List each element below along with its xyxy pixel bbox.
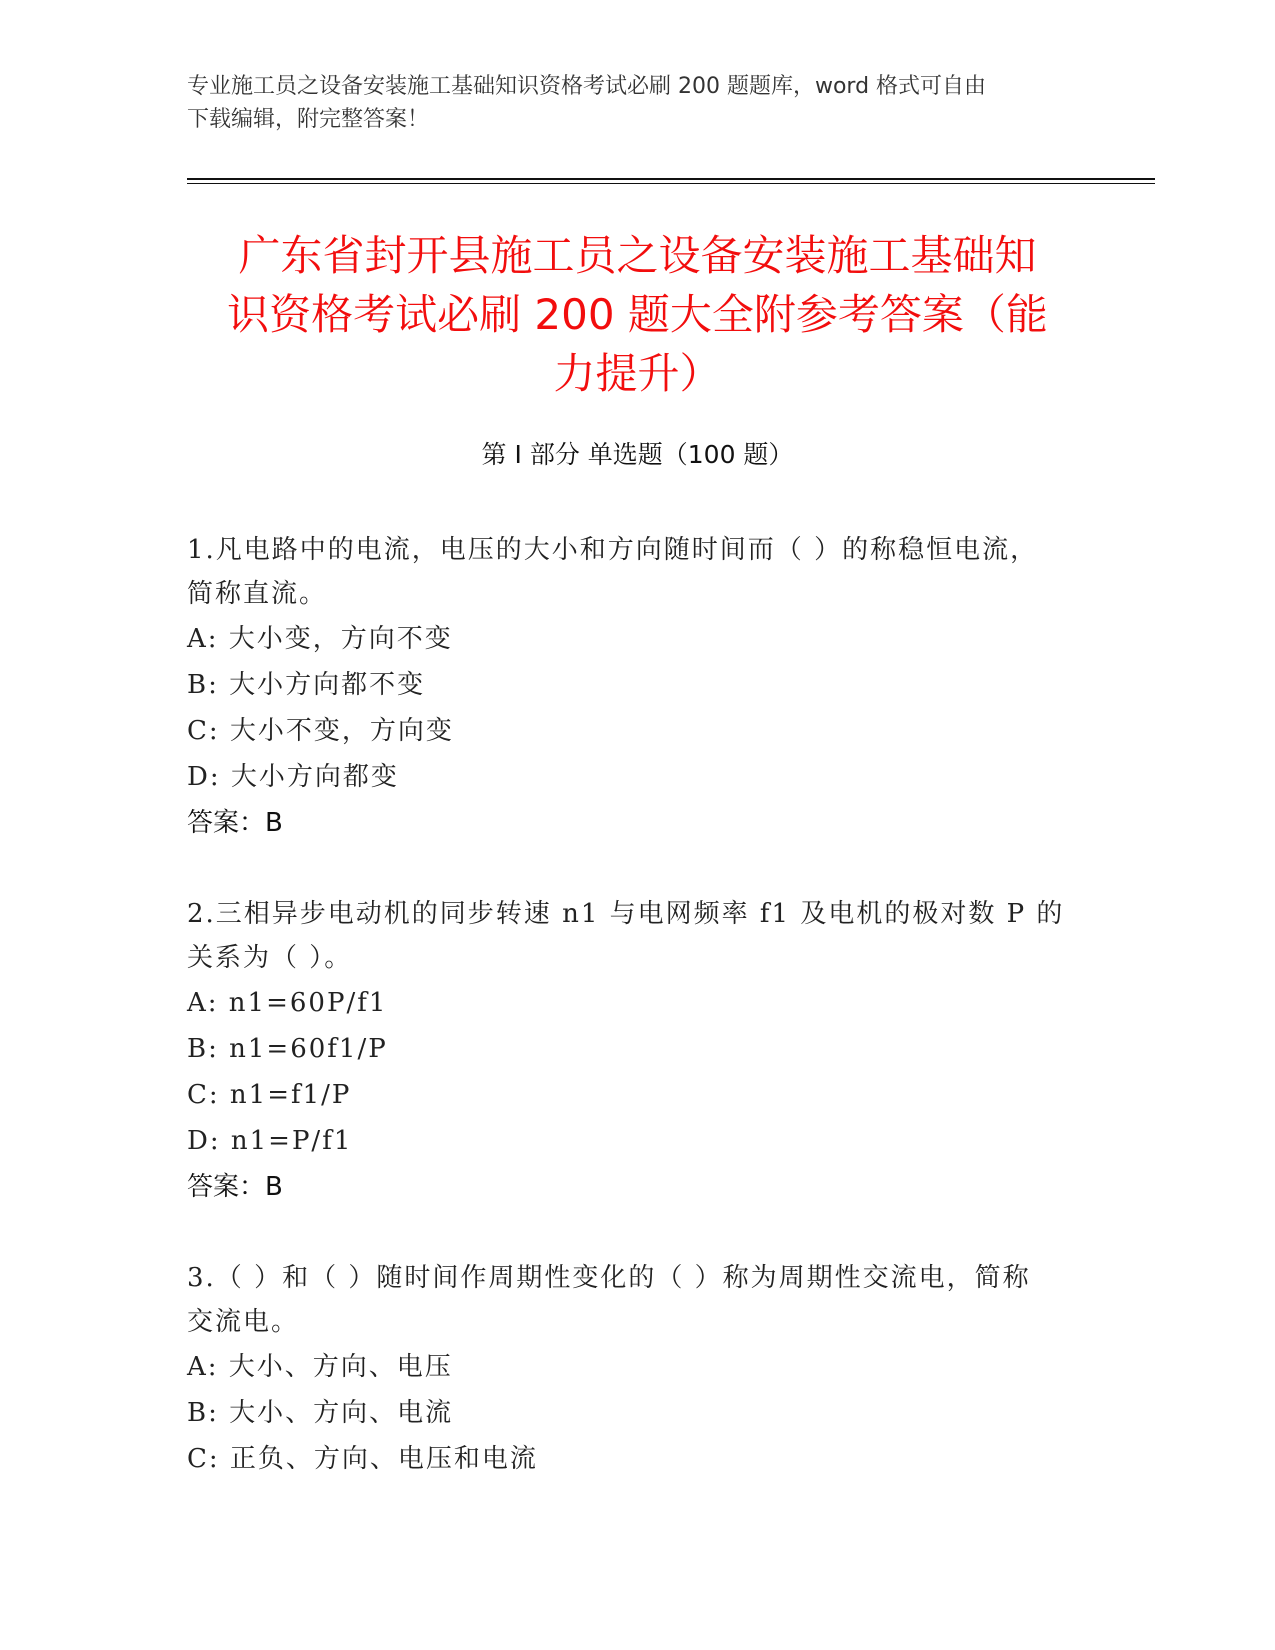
question-item — [187, 528, 1087, 846]
option-a: A: n1=60P/f1 — [187, 988, 388, 1018]
option-d: D: 大小方向都变 — [187, 762, 399, 792]
option-c: C: 正负、方向、电压和电流 — [187, 1444, 538, 1474]
option-c: C: 大小不变，方向变 — [187, 716, 454, 746]
page-header — [187, 70, 1087, 136]
option-b: B: 大小、方向、电流 — [187, 1398, 454, 1428]
question-stem — [187, 1256, 1087, 1344]
answer-line: 答案：B — [187, 1172, 283, 1202]
question-stem — [187, 892, 1087, 980]
option-c: C: n1=f1/P — [187, 1080, 352, 1110]
title-line: 广东省封开县施工员之设备安装施工基础知 — [238, 231, 1037, 280]
stem-line: 1.凡电路中的电流，电压的大小和方向随时间而（ ）的称稳恒电流， — [187, 535, 1039, 565]
header-line: 专业施工员之设备安装施工基础知识资格考试必刷 200 题题库，word 格式可自由 — [187, 74, 987, 99]
stem-line: 3.（ ）和（ ）随时间作周期性变化的（ ）称为周期性交流电，简称 — [187, 1263, 1031, 1293]
question-item — [187, 1256, 1087, 1482]
header-divider — [187, 178, 1155, 184]
title-line: 识资格考试必刷 200 题大全附参考答案（能 — [227, 290, 1048, 339]
option-d: D: n1=P/f1 — [187, 1126, 353, 1156]
question-stem — [187, 528, 1087, 616]
answer-line: 答案：B — [187, 808, 283, 838]
option-b: B: n1=60f1/P — [187, 1034, 388, 1064]
header-line: 下载编辑，附完整答案！ — [187, 107, 430, 132]
section-heading: 第 I 部分 单选题（100 题） — [481, 440, 794, 469]
stem-line: 2.三相异步电动机的同步转速 n1 与电网频率 f1 及电机的极对数 P 的 — [187, 899, 1065, 929]
stem-line: 简称直流。 — [187, 579, 328, 609]
document-title — [160, 226, 1115, 403]
title-line: 力提升） — [553, 349, 722, 398]
question-item — [187, 892, 1087, 1210]
stem-line: 交流电。 — [187, 1307, 300, 1337]
option-b: B: 大小方向都不变 — [187, 670, 426, 700]
option-a: A: 大小变，方向不变 — [187, 624, 453, 654]
option-a: A: 大小、方向、电压 — [187, 1352, 453, 1382]
stem-line: 关系为（ ）。 — [187, 943, 353, 973]
question-list — [187, 528, 1087, 1528]
